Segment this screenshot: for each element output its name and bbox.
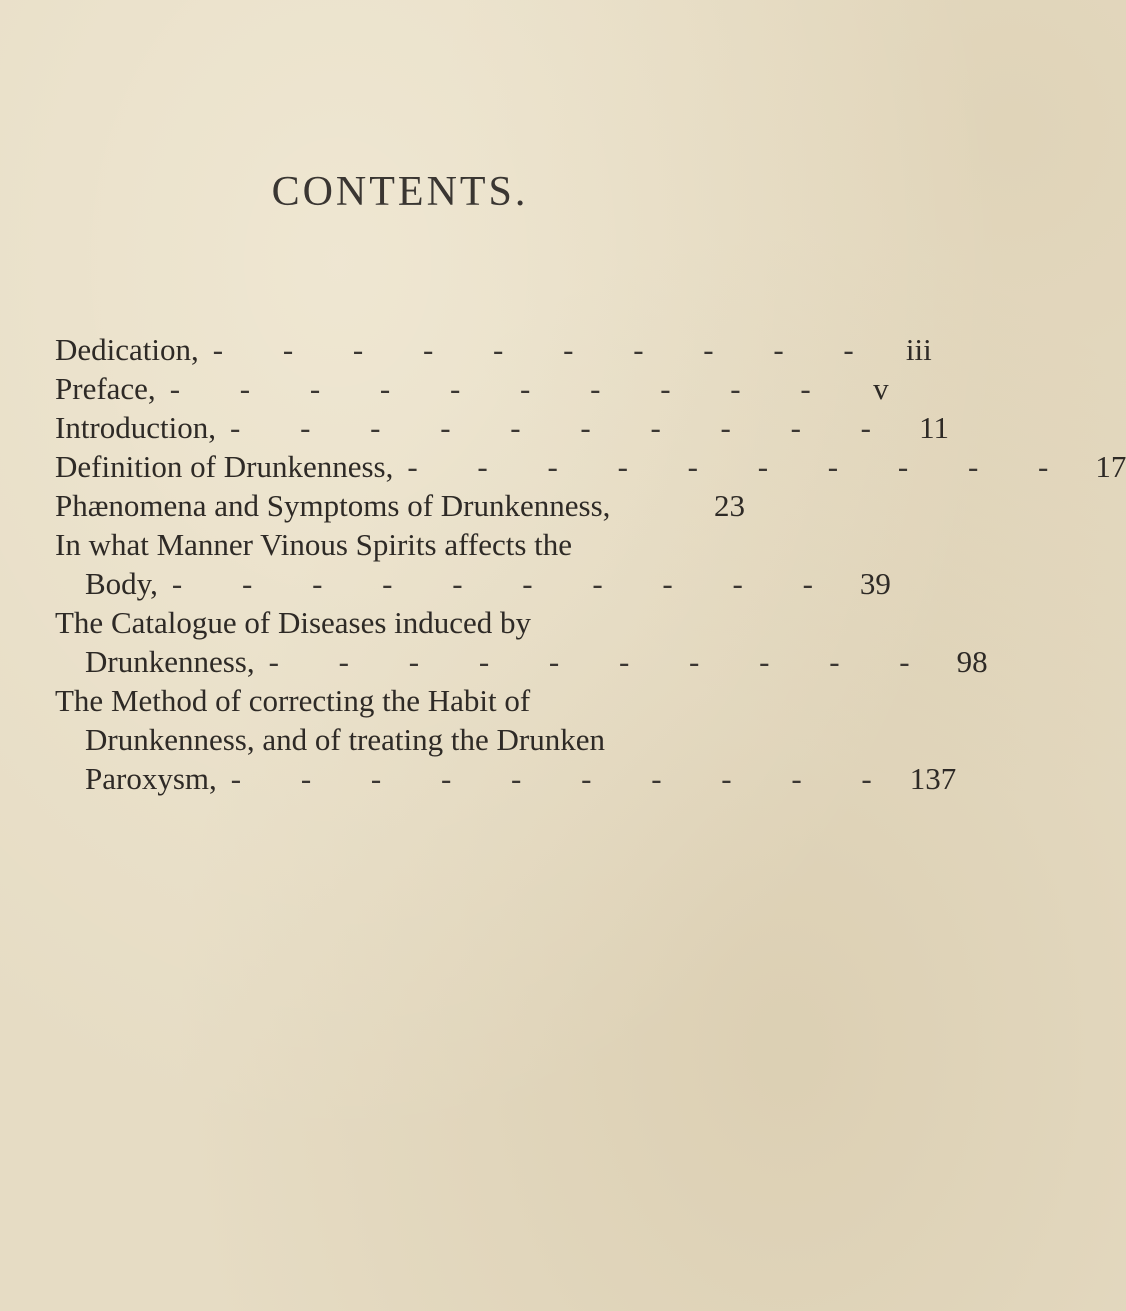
toc-entry-label: Definition of Drunkenness, <box>55 449 394 484</box>
dot-leader: - - - - - - - - - - <box>268 644 936 679</box>
toc-entry-definition <box>55 447 1126 486</box>
toc-entry-label: Paroxysm, <box>85 761 217 796</box>
toc-entry-label: Phænomena and Symptoms of Drunkenness, <box>55 488 611 523</box>
toc-entry-preface <box>55 369 889 408</box>
toc-page-number: 39 <box>859 566 891 601</box>
toc-page-number: 137 <box>909 761 957 796</box>
toc-page-number: 11 <box>919 410 949 445</box>
table-of-contents <box>55 330 1126 798</box>
toc-entry-label: Preface, <box>55 371 156 406</box>
toc-entry-dedication <box>55 330 932 369</box>
toc-entry-line: Drunkenness, and of treating the Drunken <box>85 722 605 757</box>
toc-entry-line: In what Manner Vinous Spirits affects the <box>55 527 573 562</box>
toc-entry-vinous-spirits <box>55 525 891 603</box>
dot-leader: - - - - - - - - - - <box>169 371 837 406</box>
dot-leader: - - - - - - - - - - <box>212 332 880 367</box>
toc-page-number: 23 <box>714 488 745 523</box>
toc-entry-line: The Catalogue of Diseases induced by <box>55 605 532 640</box>
toc-page-number: v <box>873 371 889 406</box>
dot-leader: - - - - - - - - - - <box>230 410 897 445</box>
toc-entry-line: The Method of correcting the Habit of <box>55 683 531 718</box>
toc-page-number: 17 <box>1095 449 1126 484</box>
toc-entry-label: Introduction, <box>55 410 216 445</box>
toc-page-number: iii <box>905 332 932 367</box>
dot-leader: - - - - - - - - - - <box>230 761 898 796</box>
dot-leader: - - - - - - - - - - <box>171 566 839 601</box>
toc-entry-catalogue <box>55 603 988 681</box>
toc-entry-phaenomena <box>55 486 745 525</box>
toc-entry-method <box>55 681 957 798</box>
toc-entry-introduction <box>55 408 949 447</box>
toc-page-number: 98 <box>956 644 988 679</box>
page-title: CONTENTS. <box>271 169 529 215</box>
toc-entry-label: Body, <box>85 566 158 601</box>
toc-entry-label: Dedication, <box>55 332 199 367</box>
toc-entry-label: Drunkenness, <box>85 644 255 679</box>
dot-leader: - - - - - - - - - - <box>407 449 1075 484</box>
